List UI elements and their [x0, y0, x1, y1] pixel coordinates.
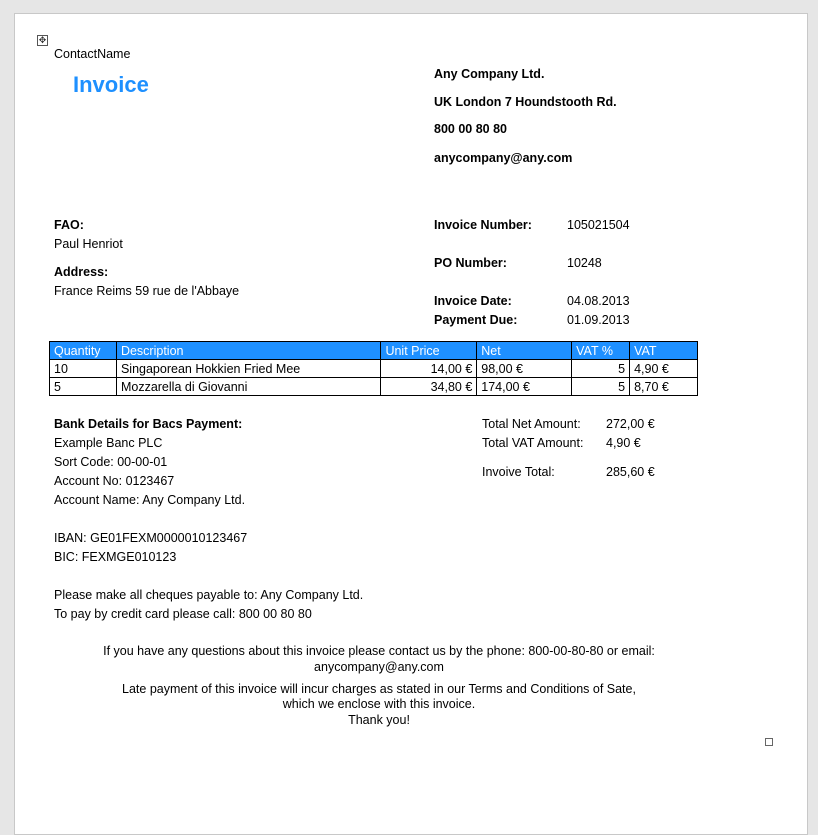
invoice-number: 105021504 [567, 218, 630, 232]
cell-description: Mozzarella di Giovanni [116, 378, 380, 396]
address-label: Address: [54, 265, 109, 279]
company-address: UK London 7 Houndstooth Rd. [434, 95, 617, 109]
cell-quantity: 5 [50, 378, 117, 396]
fao-value: Paul Henriot [54, 237, 123, 251]
cell-unit-price: 14,00 € [381, 360, 477, 378]
bank-name: Example Banc PLC [54, 436, 163, 450]
invoice-total-value: 285,60 € [606, 465, 655, 479]
invoice-date: 04.08.2013 [567, 294, 630, 308]
invoice-total-label: Invoive Total: [482, 465, 555, 479]
account-no: Account No: 0123467 [54, 474, 175, 488]
address-value: France Reims 59 rue de l'Abbaye [54, 284, 240, 298]
total-vat-label: Total VAT Amount: [482, 436, 584, 450]
company-phone: 800 00 80 80 [434, 122, 507, 136]
cell-vat-percent: 5 [572, 360, 630, 378]
payment-due-label: Payment Due: [434, 313, 518, 327]
late-payment-note-1: Late payment of this invoice will incur charges as stated in our Terms and Conditions of Sate, [122, 682, 636, 696]
payment-due: 01.09.2013 [567, 313, 630, 327]
cell-description: Singaporean Hokkien Fried Mee [116, 360, 380, 378]
cell-net: 98,00 € [477, 360, 572, 378]
items-table [49, 341, 698, 396]
column-header: Description [116, 342, 380, 360]
table-move-handle-icon[interactable]: ✥ [38, 35, 47, 45]
sort-code: Sort Code: 00-00-01 [54, 455, 168, 469]
cell-vat: 8,70 € [630, 378, 698, 396]
total-net-label: Total Net Amount: [482, 417, 581, 431]
iban: IBAN: GE01FEXM0000010123467 [54, 531, 248, 545]
cheques-note: Please make all cheques payable to: Any Company Ltd. [54, 588, 364, 602]
column-header: VAT % [572, 342, 630, 360]
invoice-number-label: Invoice Number: [434, 218, 532, 232]
invoice-title: Invoice [73, 72, 149, 97]
po-number: 10248 [567, 256, 602, 270]
column-header: Unit Price [381, 342, 477, 360]
credit-card-note: To pay by credit card please call: 800 00 80 80 [54, 607, 312, 621]
bank-heading: Bank Details for Bacs Payment: [54, 417, 243, 431]
cell-unit-price: 34,80 € [381, 378, 477, 396]
total-vat-value: 4,90 € [606, 436, 641, 450]
account-name: Account Name: Any Company Ltd. [54, 493, 246, 507]
company-name: Any Company Ltd. [434, 67, 545, 81]
po-number-label: PO Number: [434, 256, 507, 270]
cell-quantity: 10 [50, 360, 117, 378]
table-row [50, 360, 698, 378]
invoice-date-label: Invoice Date: [434, 294, 512, 308]
table-row [50, 378, 698, 396]
late-payment-note-2: which we enclose with this invoice. [282, 697, 476, 711]
thank-you: Thank you! [348, 713, 410, 727]
cell-net: 174,00 € [477, 378, 572, 396]
column-header: Quantity [50, 342, 117, 360]
company-email: anycompany@any.com [434, 151, 573, 165]
fao-label: FAO: [54, 218, 84, 232]
table-header-row [50, 342, 698, 360]
bic: BIC: FEXMGE010123 [54, 550, 177, 564]
cell-vat: 4,90 € [630, 360, 698, 378]
questions-note: If you have any questions about this invoice please contact us by the phone: 800-00-80-80 or email: anycompany@any.com [103, 644, 655, 674]
column-header: Net [477, 342, 572, 360]
contact-name: ContactName [54, 47, 131, 61]
table-resize-handle-icon[interactable] [765, 738, 773, 746]
total-net-value: 272,00 € [606, 417, 655, 431]
cell-vat-percent: 5 [572, 378, 630, 396]
column-header: VAT [630, 342, 698, 360]
